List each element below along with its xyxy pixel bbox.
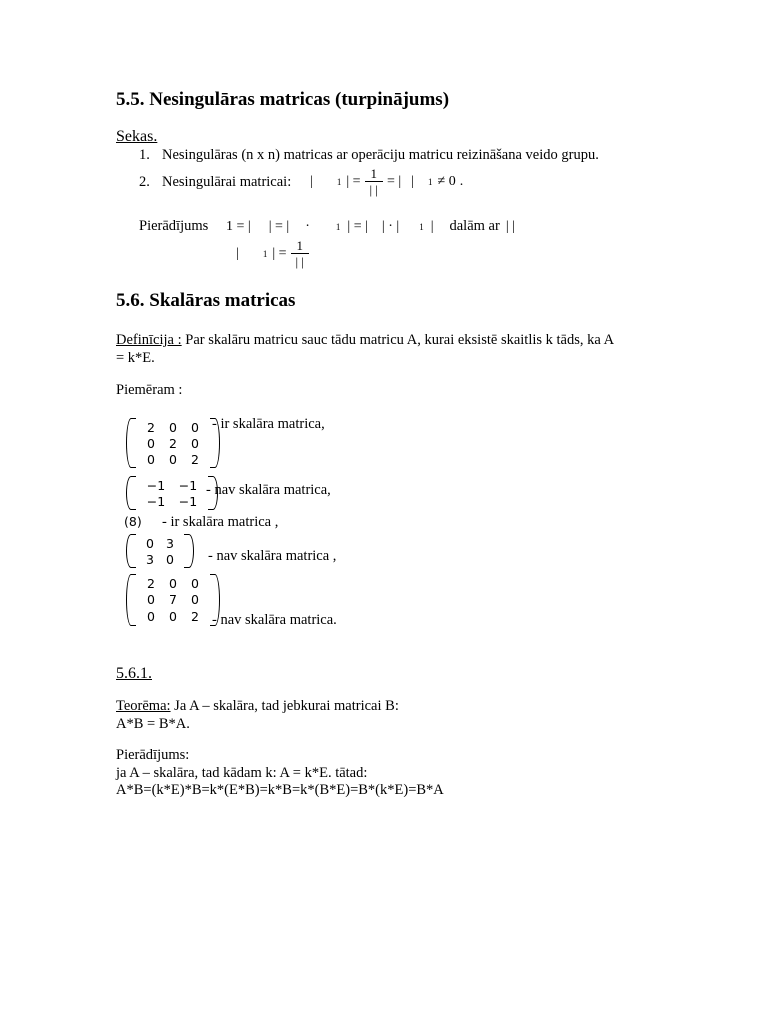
determinant-inverse-formula — [310, 166, 463, 197]
left-paren — [126, 418, 136, 468]
matrix-example-5 — [126, 574, 220, 626]
formula-fraction — [365, 166, 384, 197]
proof-label: Pierādījums — [139, 218, 209, 234]
proof-line-2: A*B=(k*E)*B=k*(E*B)=k*B=k*(B*E)=B*(k*E)=B*A — [116, 782, 444, 798]
matrix-cell: 3 — [166, 535, 174, 551]
matrix-cell: 0 — [191, 592, 199, 608]
example-label: Piemēram : — [116, 382, 183, 398]
matrix-example-label: - ir skalāra matrica, — [212, 416, 325, 432]
list-item-number: 1. — [139, 147, 150, 163]
matrix-cell: 0 — [147, 592, 155, 608]
theorem-text: Ja A – skalāra, tad jebkurai matricai B: — [170, 698, 399, 714]
matrix-cell: 2 — [169, 435, 177, 451]
section-title-5-6: 5.6. Skalāras matricas — [116, 290, 296, 311]
proof-formula-2 — [236, 238, 309, 269]
matrix-cell: 2 — [147, 575, 155, 591]
matrix-cell: 0 — [191, 419, 199, 435]
proof-formula — [226, 218, 515, 235]
list-item-text: Nesingulāras (n x n) matricas ar operāciju matricu reizināšana veido grupu. — [162, 147, 599, 163]
matrix-example-label: - ir skalāra matrica , — [162, 514, 279, 530]
matrix-example-3: (8) — [124, 514, 142, 529]
formula-bar: | — [411, 173, 415, 189]
matrix-cell: 2 — [191, 451, 199, 467]
proof-mid: | = | — [268, 219, 290, 234]
matrix-cell: −1 — [146, 493, 166, 509]
matrix-cell: 0 — [191, 575, 199, 591]
matrix-cell: −1 — [178, 477, 198, 493]
proof-dalam: dalām ar — [449, 218, 500, 234]
proof-exponent: 1 — [335, 222, 341, 232]
fraction-denominator: | | — [295, 254, 304, 269]
formula-bar-equals: | = — [346, 173, 361, 189]
formula-bar: | — [310, 173, 313, 189]
proof-dot: · — [305, 219, 310, 234]
proof-start: 1 = | — [226, 219, 251, 234]
matrix-example-1 — [126, 418, 220, 468]
list-item-text: Nesingulārai matricai: — [162, 174, 292, 190]
matrix-cell: 0 — [169, 609, 177, 625]
proof-label-2: Pierādījums: — [116, 747, 190, 763]
matrix-example-label: - nav skalāra matrica. — [212, 612, 337, 628]
formula-exponent: 1 — [428, 176, 433, 187]
matrix-example-4 — [126, 534, 194, 568]
section-title-5-5: 5.5. Nesingulāras matricas (turpinājums) — [116, 89, 450, 110]
proof2-bar: | — [236, 245, 239, 261]
matrix-cell: 0 — [166, 551, 174, 567]
fraction-numerator: 1 — [291, 238, 310, 254]
matrix-cell: 8 — [128, 514, 137, 529]
matrix-grid — [136, 418, 210, 468]
matrix-cell: 0 — [169, 419, 177, 435]
proof-mid: | = | — [347, 219, 368, 234]
matrix-cell: 3 — [146, 551, 154, 567]
proof2-eq: | = — [272, 245, 287, 261]
matrix-cell: 0 — [169, 451, 177, 467]
definition-line-1 — [116, 332, 614, 349]
theorem-line — [116, 698, 399, 715]
matrix-cell: 0 — [147, 435, 155, 451]
proof2-fraction — [291, 238, 310, 269]
matrix-grid — [136, 476, 208, 510]
sekas-label: Sekas. — [116, 128, 158, 145]
matrix-grid — [136, 534, 184, 568]
formula-exponent: 1 — [336, 176, 342, 187]
left-paren — [126, 534, 136, 568]
matrix-example-label: - nav skalāra matrica , — [208, 548, 337, 564]
proof-bar: | — [430, 219, 434, 234]
theorem-label: Teorēma: — [116, 698, 171, 714]
matrix-cell: 2 — [147, 419, 155, 435]
theorem-equation: A*B = B*A. — [116, 716, 190, 732]
formula-not-equal-zero: ≠ 0 — [437, 173, 456, 189]
matrix-cell: 0 — [169, 575, 177, 591]
fraction-numerator: 1 — [365, 166, 384, 182]
matrix-cell: −1 — [146, 477, 166, 493]
matrix-example-2 — [126, 476, 218, 510]
matrix-cell: 0 — [147, 609, 155, 625]
matrix-cell: 0 — [191, 435, 199, 451]
definition-label: Definīcija : — [116, 332, 182, 348]
matrix-grid — [136, 574, 210, 626]
matrix-cell: 7 — [169, 592, 177, 608]
formula-period: . — [459, 173, 464, 189]
left-paren — [126, 476, 136, 510]
matrix-cell: 2 — [191, 609, 199, 625]
definition-line-2: = k*E. — [116, 350, 155, 366]
matrix-cell: −1 — [178, 493, 198, 509]
list-item-number: 2. — [139, 174, 150, 190]
formula-equals-bar: = | — [387, 173, 402, 189]
matrix-example-label: - nav skalāra matrica, — [206, 482, 331, 498]
right-paren — [184, 534, 194, 568]
definition-text: Par skalāru matricu sauc tādu matricu A, kurai eksistē skaitlis k tāds, ka A — [181, 332, 615, 348]
fraction-denominator: | | — [369, 182, 378, 197]
left-paren — [126, 574, 136, 626]
proof-line-1: ja A – skalāra, tad kādam k: A = k*E. tātad: — [116, 765, 368, 781]
proof-end: | | — [505, 219, 515, 234]
proof-exponent: 1 — [419, 222, 424, 232]
matrix-cell: 0 — [146, 535, 154, 551]
proof-dot-bars: | · | — [381, 219, 400, 234]
matrix-cell: 0 — [147, 451, 155, 467]
section-title-5-6-1: 5.6.1. — [116, 665, 152, 682]
proof2-exponent: 1 — [262, 248, 268, 259]
